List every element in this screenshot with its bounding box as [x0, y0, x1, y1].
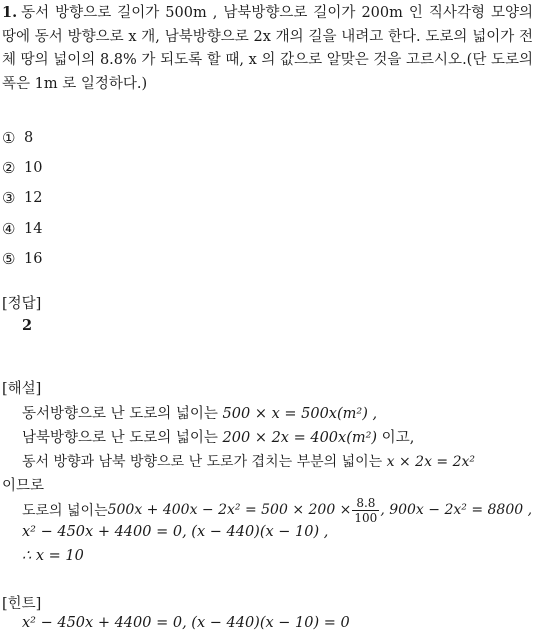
choice-mark: ② — [2, 159, 16, 178]
hint-math: x² − 450x + 4400 = 0, (x − 440)(x − 10) = 0 — [22, 615, 350, 631]
choice-value: 10 — [24, 160, 43, 177]
solution-text: 동서방향으로 난 도로의 넓이는 — [22, 406, 223, 422]
fraction-denominator: 100 — [354, 510, 378, 525]
solution-text: 이고, — [377, 430, 415, 446]
choice-mark: ③ — [2, 189, 16, 208]
choice-3[interactable] — [2, 187, 42, 217]
choice-value: 8 — [24, 130, 34, 146]
choice-mark: ⑤ — [2, 249, 16, 268]
choice-value: 14 — [24, 220, 43, 237]
choice-1[interactable] — [2, 127, 42, 157]
choice-mark: ④ — [2, 219, 16, 238]
hint-label: [힌트] — [2, 596, 42, 612]
solution-math: ∴ x = 10 — [22, 548, 84, 564]
hint-line — [22, 615, 350, 631]
question-body: 동서 방향으로 길이가 500m , 남북방향으로 길이가 200m 인 직사각형 모양의 땅에 동서 방향으로 x 개, 남북방향으로 2x 개의 길을 내려고 한다. 도로의 넓이가 전체 땅의 넓이의 8.8% 가 되도록 할 때, x 의 값으로 알맞은 것을 고르시오.(단 도로의 폭은 1m 로 일정하다.) — [2, 5, 533, 92]
solution-math: 500x + 400x − 2x² = 500 × 200 × — [107, 502, 352, 518]
choice-value: 16 — [24, 250, 43, 267]
solution-line-4: 이므로 — [2, 478, 45, 494]
solution-line-2 — [22, 426, 414, 447]
solution-math: , 900x − 2x² = 8800 , — [380, 502, 533, 518]
question-number: 1. — [2, 4, 18, 21]
solution-math: 200 × 2x = 400x(m²) — [222, 430, 378, 446]
choice-5[interactable] — [2, 248, 42, 278]
answer-value: 2 — [22, 317, 33, 334]
question-text — [2, 1, 533, 96]
choice-mark: ① — [2, 129, 16, 147]
solution-label: [해설] — [2, 381, 42, 397]
choice-2[interactable] — [2, 157, 42, 187]
choice-list — [2, 127, 42, 278]
solution-text: 동서 방향과 남북 방향으로 난 도로가 겹치는 부분의 넓이는 — [22, 454, 387, 470]
solution-line-1 — [22, 402, 377, 423]
answer-label: [정답] — [2, 296, 42, 312]
solution-math: 500 × x = 500x(m²) , — [222, 406, 378, 422]
choice-4[interactable] — [2, 218, 42, 248]
solution-line-3 — [22, 451, 475, 471]
fraction-numerator: 8.8 — [352, 496, 379, 511]
solution-line-6 — [22, 524, 328, 540]
solution-text: 남북방향으로 난 도로의 넓이는 — [22, 430, 223, 446]
solution-math: x² − 450x + 4400 = 0, (x − 440)(x − 10) , — [22, 524, 329, 540]
solution-line-7 — [22, 548, 84, 564]
fraction — [352, 496, 379, 525]
choice-value: 12 — [24, 190, 43, 207]
solution-math: x × 2x = 2x² — [386, 454, 476, 470]
solution-line-5 — [22, 492, 532, 528]
solution-text: 도로의 넓이는 — [22, 503, 108, 519]
